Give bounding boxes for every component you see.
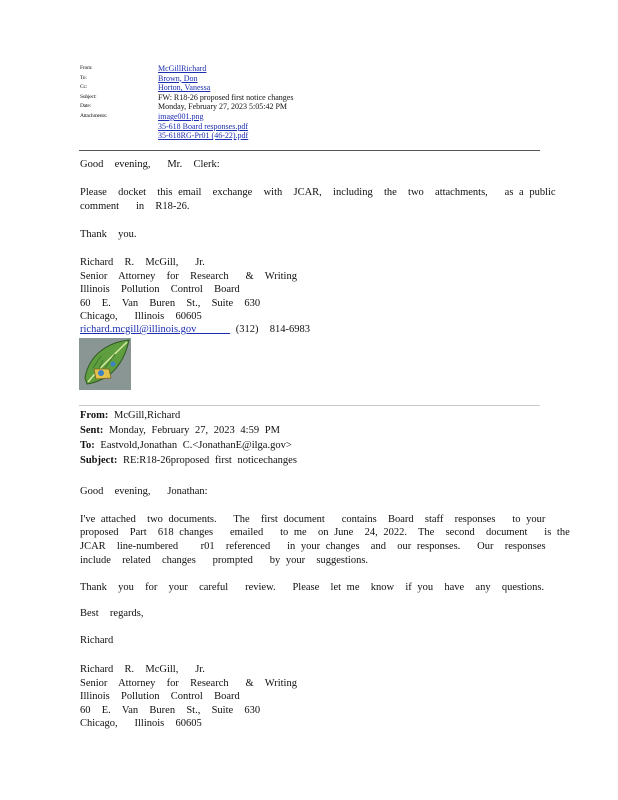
attachment-link[interactable]: image001.png xyxy=(158,111,204,121)
signature-city: Chicago, Illinois 60605 xyxy=(80,311,202,322)
signature-phone: (312) 814-6983 xyxy=(235,324,311,335)
header-divider xyxy=(79,150,540,151)
forwarded-sent: Sent: Monday, February 27, 2023 4:59 PM xyxy=(80,425,280,436)
greeting: Good evening, Jonathan: xyxy=(80,486,208,497)
illinois-leaf-logo xyxy=(79,338,131,390)
body-line: comment in R18-26. xyxy=(80,201,190,212)
cc-link[interactable]: Horton, Vanessa xyxy=(158,83,211,93)
header-attachments-row-2 xyxy=(80,122,293,132)
header-from-row xyxy=(80,64,293,74)
forwarded-subject: Subject: RE:R18-26proposed first noticechanges xyxy=(80,455,297,466)
message-divider xyxy=(79,405,540,406)
signature-city: Chicago, Illinois 60605 xyxy=(80,718,202,729)
forwarded-from: From: McGill,Richard xyxy=(80,410,181,421)
signature-org: Illinois Pollution Control Board xyxy=(80,284,240,295)
header-label: To: xyxy=(80,74,87,81)
header-date-row xyxy=(80,102,293,112)
signature-title: Senior Attorney for Research & Writing xyxy=(80,271,297,282)
signoff-line: Richard xyxy=(80,635,114,646)
signature-title: Senior Attorney for Research & Writing xyxy=(80,678,297,689)
header-label: Attachments: xyxy=(80,112,107,119)
thanks-line: Thank you for your careful review. Please let me know if you have any questions. xyxy=(80,582,545,593)
from-link[interactable]: McGillRichard xyxy=(158,64,207,73)
signature-contact xyxy=(80,323,310,336)
signature-name: Richard R. McGill, Jr. xyxy=(80,257,205,268)
body-line: proposed Part 618 changes emailed to me on June 24, 2022. The second document is the xyxy=(80,527,570,538)
subject-value: FW: R18-26 proposed first notice changes xyxy=(158,92,294,102)
header-cc-row xyxy=(80,83,293,93)
header-label: Subject: xyxy=(80,93,97,100)
header-subject-row xyxy=(80,93,293,103)
signature-address: 60 E. Van Buren St., Suite 630 xyxy=(80,298,261,309)
signature-org: Illinois Pollution Control Board xyxy=(80,691,240,702)
attachment-link[interactable]: 35-618RG-Pr01 (46-22).pdf xyxy=(158,131,249,141)
header-attachments-row-3 xyxy=(80,131,293,141)
forwarded-to: To: Eastvold,Jonathan C.<JonathanE@ilga.gov> xyxy=(80,440,292,451)
greeting: Good evening, Mr. Clerk: xyxy=(80,159,220,170)
to-link[interactable]: Brown, Don xyxy=(158,73,198,83)
attachment-link[interactable]: 35-618 Board responses.pdf xyxy=(158,121,248,131)
body-line: JCAR line-numbered r01 referenced in your changes and our responses. Our responses xyxy=(80,541,546,552)
header-label: Date: xyxy=(80,103,91,110)
email-link[interactable]: richard.mcgill@illinois.gov xyxy=(80,324,197,335)
body-line: I've attached two documents. The first document contains Board staff responses to your xyxy=(80,514,546,525)
thanks-line: Thank you. xyxy=(80,229,137,240)
email-header xyxy=(80,64,293,141)
header-attachments-row xyxy=(80,112,293,122)
body-line: include related changes prompted by your suggestions. xyxy=(80,555,369,566)
signature-address: 60 E. Van Buren St., Suite 630 xyxy=(80,705,261,716)
header-label: From: xyxy=(80,65,93,71)
header-to-row xyxy=(80,74,293,84)
closing-line: Best regards, xyxy=(80,608,144,619)
date-value: Monday, February 27, 2023 5:05:42 PM xyxy=(158,102,288,112)
header-label: Cc: xyxy=(80,84,88,91)
signature-name: Richard R. McGill, Jr. xyxy=(80,664,205,675)
body-line: Please docket this email exchange with JCAR, including the two attachments, as a public xyxy=(80,187,556,198)
